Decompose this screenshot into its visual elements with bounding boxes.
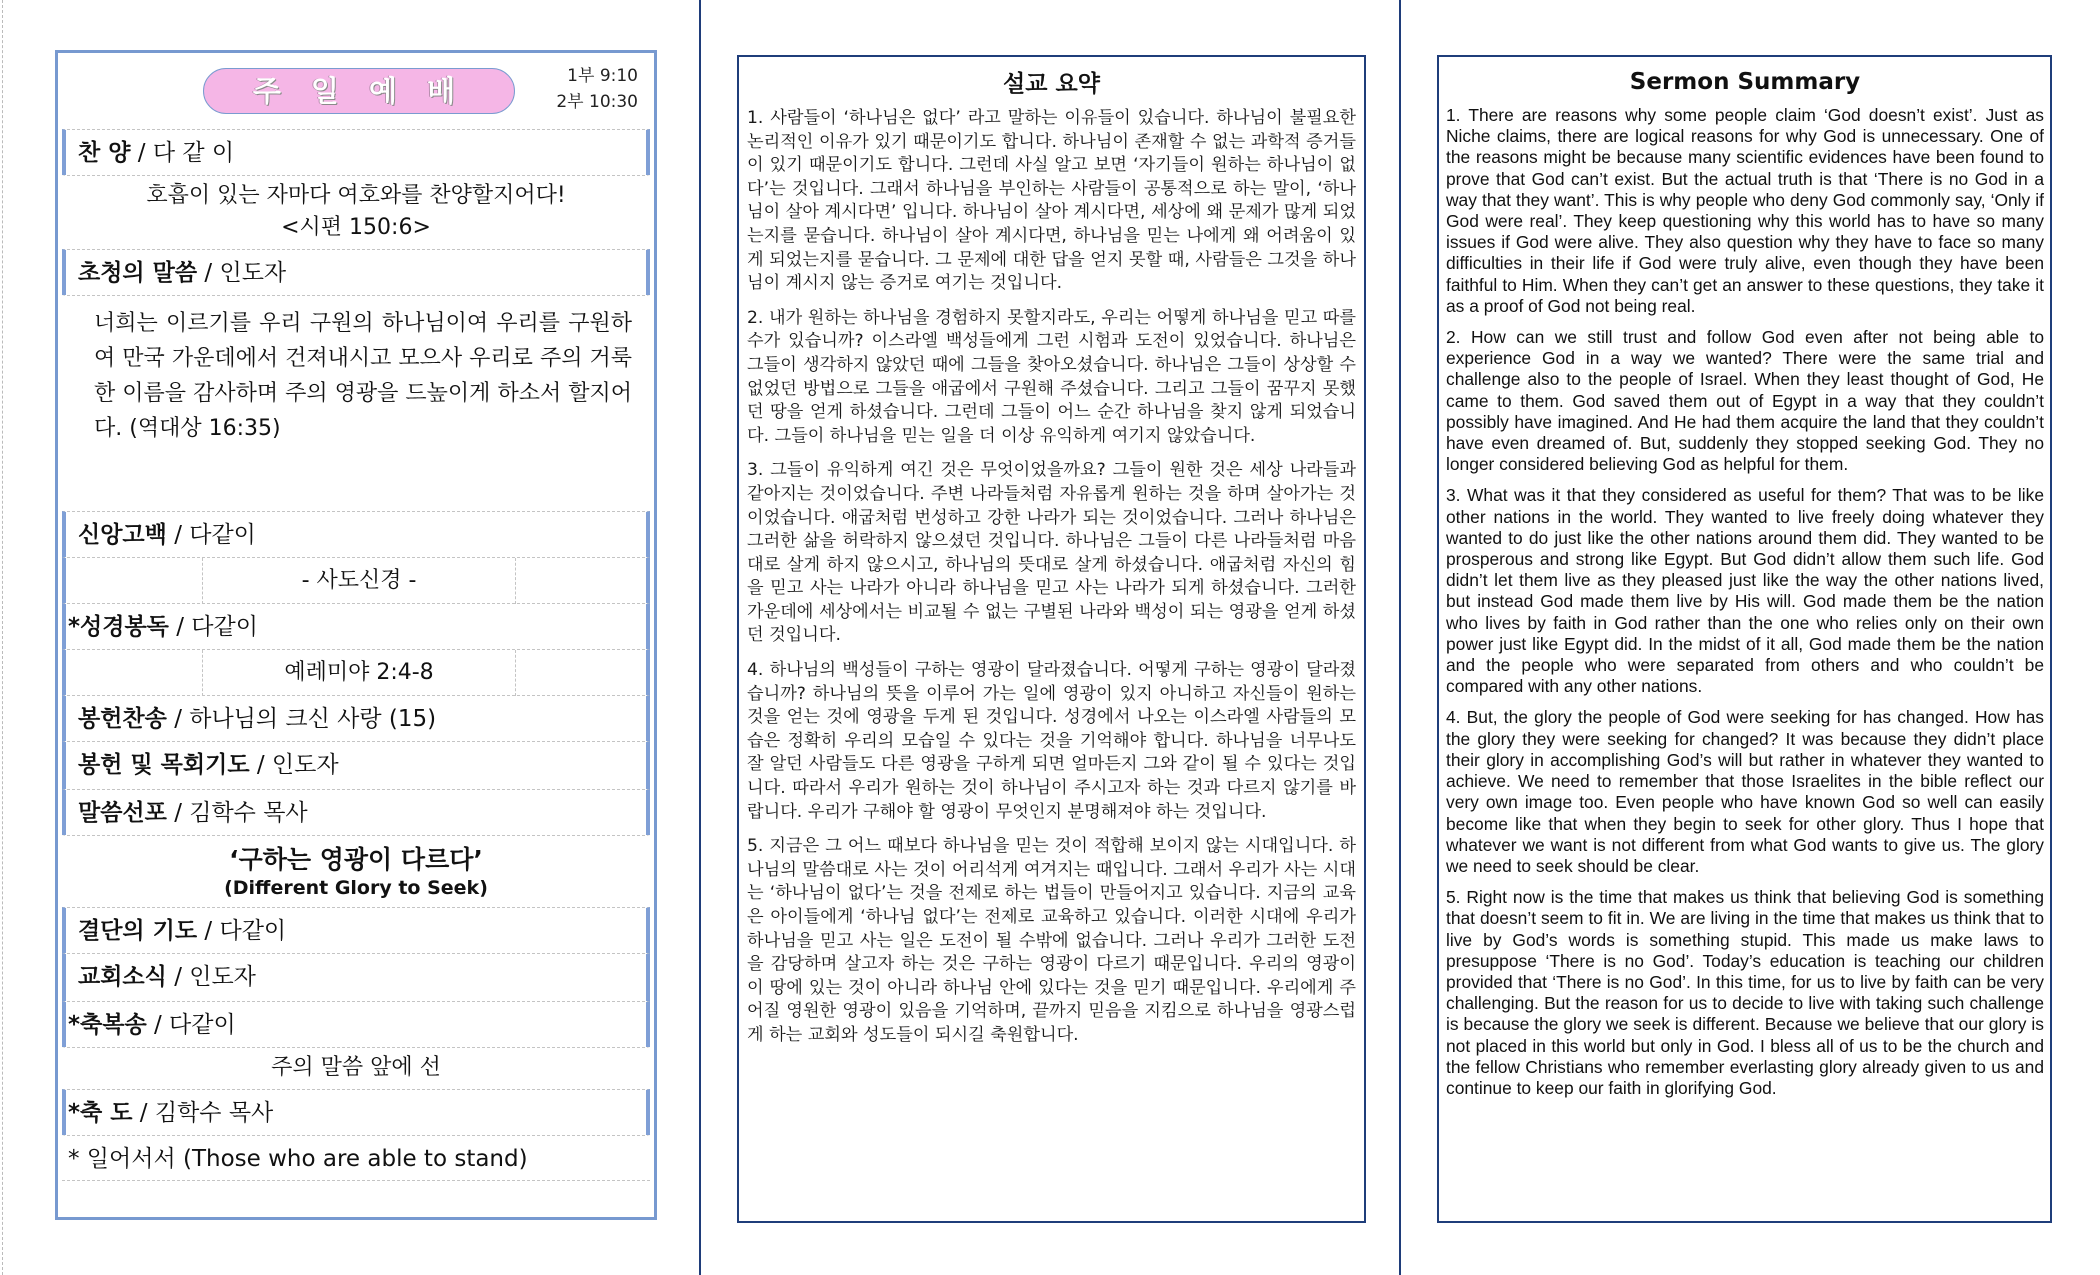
row-invitation: [62, 249, 650, 295]
benediction-pastor: / 김학수 목사: [139, 1100, 274, 1126]
column-divider-1: [699, 0, 701, 1275]
creed-label: 신앙고백: [78, 522, 167, 548]
summary-english-paragraph-5: 5. Right now is the time that makes us think that believing God is something that doesn’t seem to fit in. We are living in the time that makes us think that to live by God’s words is something stupid. This made us make laws to presuppose ‘There is no God’. Today’s education is teaching our children provided that ‘There is no God’. In this time, for us to live by faith can be very challenging. But the reason for us to decide to live with taking such challenge is because the glory we seek is different. Because we believe that our glory is not placed in this world but only in God. I bless all of us to be the church and the fellow Christians who remember everlasting glory already given to us and continue to keep our faith in glorifying God.: [1446, 887, 2044, 1098]
sermon-title-english: (Different Glory to Seek): [224, 877, 488, 899]
service-times: [556, 63, 638, 115]
reading-label: *성경봉독: [68, 614, 169, 640]
summary-korean-title: 설교 요약: [1003, 71, 1100, 97]
first-service-time: 1부 9:10: [567, 66, 638, 86]
praise-verse: 호흡이 있는 자마다 여호와를 찬양할지어다!: [146, 183, 566, 208]
doxology-song: 주의 말씀 앞에 선: [271, 1055, 441, 1080]
doxology-who: / 다같이: [154, 1012, 236, 1038]
row-sermon-title: [62, 835, 650, 907]
summary-english-paragraph-3: 3. What was it that they considered as useful for them? That was to be like other nations in the world. They wanted to live freely doing whatever they wanted to do just like the other nations around them did. They wanted to be prosperous and strong like Egypt. But God didn’t allow them such life. God didn’t let them live as they pleased just like the way the other nations lived, but instead God made them live by His will. God made them be the nation who lives by faith in God rather than the one who relies only on their own power just like Egypt did. In the midst of it all, God made them be the nation and the people who were separated from others and who couldn’t be compared with any other nations.: [1446, 485, 2044, 697]
row-doxology-name: [62, 1047, 650, 1089]
summary-korean-paragraph-1: 1. 사람들이 ‘하나님은 없다’ 라고 말하는 이유들이 있습니다. 하나님이 불필요한 논리적인 이유가 있기 때문이기도 합니다. 하나님이 존재할 수 없는 과학적 증거들이 있기 때문이기도 합니다. 그런데 사실 알고 보면 ‘자기들이 원하는 하나님이 없다’는 것입니다. 그래서 하나님을 부인하는 사람들이 공통적으로 하는 말이, ‘하나님이 살아 계시다면’ 입니다. 하나님이 살아 계시다면, 세상에 왜 문제가 많게 되었는지를 묻습니다. 하나님이 살아 계시다면, 하나님을 믿는 나에게 왜 어려움이 있게 되었는지를 묻습니다. 그 문제에 대한 답을 얻지 못할 때, 사람들은 그것을 하나님이 계시지 않는 증거로 여기는 것입니다.: [747, 108, 1356, 294]
row-creed-name: [62, 557, 650, 603]
decision-prayer-label: 결단의 기도: [78, 918, 198, 944]
row-benediction: [62, 1089, 650, 1135]
stand-note: * 일어서서 (Those who are able to stand): [68, 1146, 528, 1172]
order-of-worship: [55, 50, 657, 1220]
reading-who: / 다같이: [176, 614, 258, 640]
creed-who: / 다같이: [174, 522, 256, 548]
sermon-title-korean: ‘구하는 영광이 다르다’: [229, 845, 483, 874]
announcements-leader: / 인도자: [174, 964, 256, 990]
invitation-leader: / 인도자: [204, 260, 287, 286]
row-offering-hymn: [62, 695, 650, 741]
sermon-preacher: / 김학수 목사: [174, 800, 308, 826]
summary-english-paragraph-1: 1. There are reasons why some people claim ‘God doesn’t exist’. Just as Niche claims, there are logical reasons for why God is unnecessary. One of the reasons might be because many scientific evidences have been found to prove that God can’t exist. But the actual truth is that ‘There is no God in a way that they want’. This is why people who deny God commonly say, ‘Only if God were real’. They keep questioning why this world has to have so many issues if God were alive. They also question why they have to face so many difficulties in their life if God were truly alive, even though they have been faithful to Him. When they can’t get an answer to these questions, they take it as a proof of God not being real.: [1446, 105, 2044, 316]
row-sermon: [62, 789, 650, 835]
summary-korean-paragraph-4: 4. 하나님의 백성들이 구하는 영광이 달라졌습니다. 어떻게 구하는 영광이 달라졌습니까? 하나님의 뜻을 이루어 가는 일에 영광이 있지 아니하고 자신들이 원하는 것을 얻는 것에 영광을 두게 된 것입니다. 성경에서 나오는 이스라엘 사람들의 모습은 정확히 우리의 모습일 수 있다는 것을 기억해야 합니다. 하나님을 너무나도 잘 알던 사람들도 다른 영광을 구하게 되면 얼마든지 그와 같이 될 수 있다는 것입니다. 따라서 우리가 원하는 것이 하나님이 주시고자 하는 것과 다르지 않기를 바랍니다. 우리가 구해야 할 영광이 무엇인지 분명해져야 하는 것입니다.: [747, 660, 1356, 822]
column-divider-2: [1399, 0, 1401, 1275]
invitation-label: 초청의 말씀: [78, 260, 198, 286]
summary-english-paragraph-2: 2. How can we still trust and follow God even after not being able to experience God in a way we wanted? There were the same trial and challenge also to the people of Israel. When they least thought of God, He came to them. God saved them out of Egypt in a way that they couldn’t possibly have imagined. And He had them acquire the land that they couldn’t have even dreamed of. But, suddenly they stopped seeking God. They no longer considered believing God as helpful for them.: [1446, 327, 2044, 475]
row-reading-ref: [62, 649, 650, 695]
offering-prayer-label: 봉헌 및 목회기도: [78, 752, 250, 778]
praise-label: 찬 양: [78, 140, 131, 166]
row-praise-verse: [62, 175, 650, 249]
row-announcements: [62, 953, 650, 1001]
row-decision-prayer: [62, 907, 650, 953]
praise-verse-ref: <시편 150:6>: [281, 215, 431, 240]
sermon-summary-english: [1437, 55, 2052, 1223]
summary-english-paragraph-4: 4. But, the glory the people of God were seeking for has changed. How has the glory they were seeking for changed? It was because they didn’t place their glory in accomplishing God’s will but rather in whatever they wanted to achieve. We need to remember that those Israelites in the bible reflect our very own image too. Even people who have known God so well can easily become like that when they begin to seek for other glory. Thus I hope that whatever we want is not different from what God wants to give us. The glory we need to seek should be clear.: [1446, 707, 2044, 876]
row-praise: [62, 129, 650, 175]
worship-bottom-line: [62, 1180, 650, 1181]
sermon-summary-korean: [737, 55, 1366, 1223]
summary-english-title: Sermon Summary: [1629, 69, 1861, 95]
decision-prayer-who: / 다같이: [204, 918, 287, 944]
sermon-label: 말씀선포: [78, 800, 167, 826]
row-reading: [62, 603, 650, 649]
reading-reference: 예레미야 2:4-8: [202, 650, 516, 696]
row-offering-prayer: [62, 741, 650, 789]
summary-korean-paragraph-5: 5. 지금은 그 어느 때보다 하나님을 믿는 것이 적합해 보이지 않는 시대입니다. 하나님의 말씀대로 사는 것이 어리석게 여겨지는 때입니다. 그래서 우리가 사는 시대는 ‘하나님이 없다’는 것을 전제로 하는 법들이 만들어지고 있습니다. 지금의 교육은 아이들에게 ‘하나님 없다’는 전제로 교육하고 있습니다. 이러한 시대에 우리가 하나님을 믿고 사는 일은 도전이 될 수밖에 없습니다. 그러나 우리가 그러한 도전을 감당하며 살고자 하는 것은 구하는 영광이 다르기 때문입니다. 우리의 영광이 이 땅에 있는 것이 아니라 하나님 안에 있다는 것을 믿기 때문입니다. 우리에게 주어질 영원한 영광이 있음을 기억하며, 끝까지 믿음을 지킴으로 하나님을 영광스럽게 하는 교회와 성도들이 되시길 축원합니다.: [747, 836, 1356, 1045]
announcements-label: 교회소식: [78, 964, 167, 990]
worship-title: 주 일 예 배: [203, 68, 515, 114]
creed-name: - 사도신경 -: [202, 558, 516, 604]
invitation-scripture: 너희는 이르기를 우리 구원의 하나님이여 우리를 구원하여 만국 가운데에서 건져내시고 모으사 우리로 주의 거룩한 이름을 감사하며 주의 영광을 드높이게 하소서 할지어다. (역대상 16:35): [94, 311, 632, 441]
row-creed: [62, 511, 650, 557]
row-stand-note: [62, 1135, 650, 1183]
second-service-time: 2부 10:30: [556, 92, 638, 112]
row-invitation-text: [62, 295, 650, 511]
praise-leader: / 다 같 이: [137, 140, 235, 166]
benediction-label: *축 도: [68, 1100, 133, 1126]
summary-korean-paragraph-3: 3. 그들이 유익하게 여긴 것은 무엇이었을까요? 그들이 원한 것은 세상 나라들과 같아지는 것이었습니다. 주변 나라들처럼 자유롭게 원하는 것을 하며 살아가는 것이었습니다. 애굽처럼 번성하고 강한 나라가 되는 것이었습니다. 그러나 하나님은 그러한 삶을 허락하지 않으셨던 것입니다. 하나님은 그들이 다른 나라들처럼 마음대로 살게 하지 않으시고, 하나님의 뜻대로 살게 하셨습니다. 애굽처럼 자신의 힘을 믿고 사는 나라가 아니라 하나님을 믿고 사는 나라가 되게 하셨습니다. 그러한 가운데에 세상에서는 비교될 수 없는 구별된 나라와 백성이 되는 영광을 얻게 하셨던 것입니다.: [747, 460, 1356, 646]
page-left-guide: [2, 0, 3, 1275]
doxology-label: *축복송: [68, 1012, 147, 1038]
row-doxology: [62, 1001, 650, 1047]
offering-prayer-leader: / 인도자: [256, 752, 339, 778]
summary-korean-paragraph-2: 2. 내가 원하는 하나님을 경험하지 못할지라도, 우리는 어떻게 하나님을 믿고 따를 수가 있습니까? 이스라엘 백성들에게 그런 시험과 도전이 있었습니다. 하나님은 그들이 생각하지 않았던 때에 그들을 찾아오셨습니다. 하나님은 그들이 상상할 수 없었던 방법으로 그들을 애굽에서 구원해 주셨습니다. 그리고 그들이 꿈꾸지 못했던 땅을 얻게 하셨습니다. 그런데 그들이 어느 순간 하나님을 찾지 않게 되었습니다. 그들이 하나님을 믿는 일을 더 이상 유익하게 여기지 않았습니다.: [747, 307, 1356, 446]
offering-hymn-label: 봉헌찬송: [78, 706, 167, 732]
offering-hymn-title: / 하나님의 크신 사랑 (15): [174, 706, 437, 732]
